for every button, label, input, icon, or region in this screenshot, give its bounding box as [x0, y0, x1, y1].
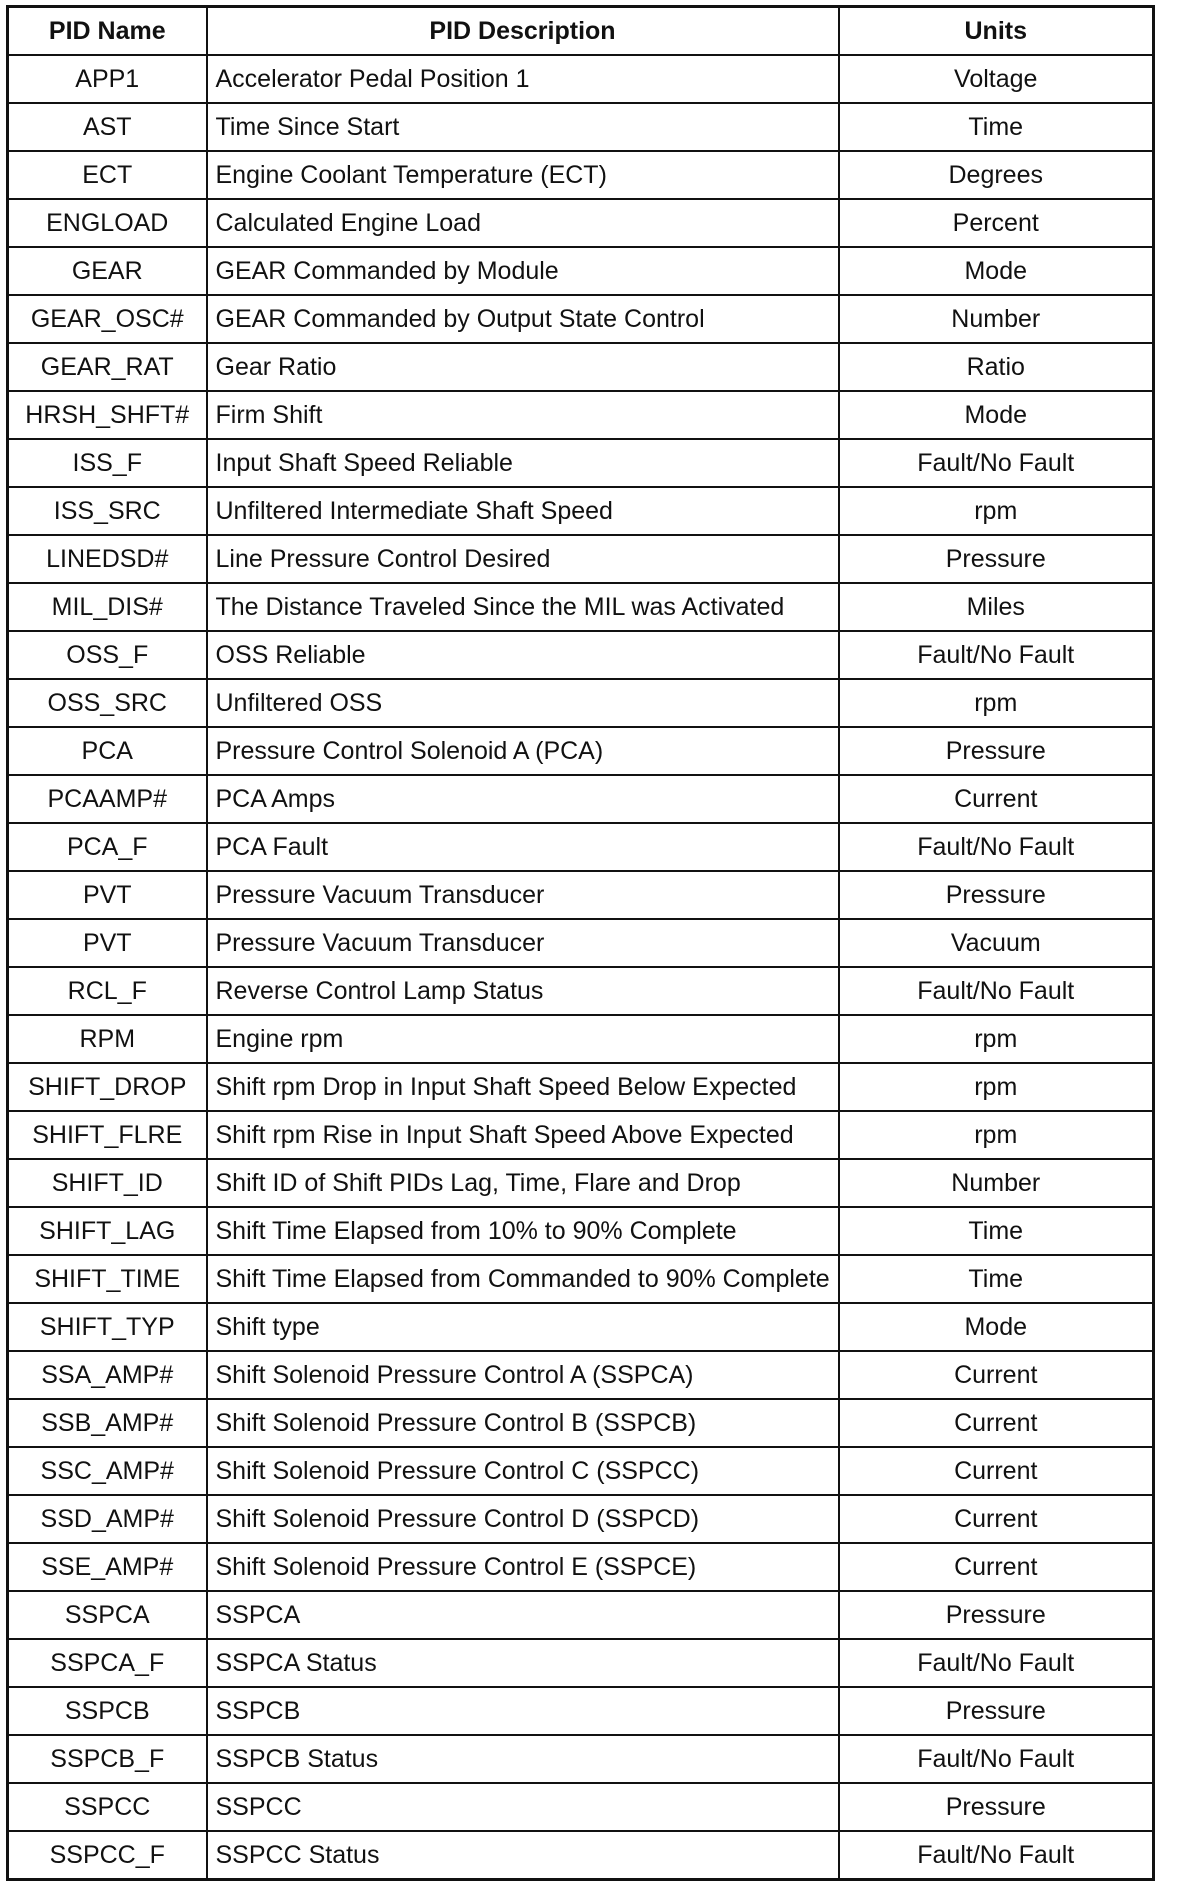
pid-description-cell: SSPCA: [207, 1591, 839, 1639]
pid-description-cell: Gear Ratio: [207, 343, 839, 391]
pid-description-cell: PCA Fault: [207, 823, 839, 871]
table-row: [8, 1495, 1154, 1543]
pid-name-cell: SHIFT_TYP: [8, 1303, 207, 1351]
pid-description-cell: Shift rpm Rise in Input Shaft Speed Above Expected: [207, 1111, 839, 1159]
pid-units-cell: Mode: [839, 1303, 1154, 1351]
table-row: [8, 295, 1154, 343]
pid-name-cell: SHIFT_TIME: [8, 1255, 207, 1303]
pid-units-cell: rpm: [839, 487, 1154, 535]
pid-name-cell: OSS_F: [8, 631, 207, 679]
pid-description-cell: Input Shaft Speed Reliable: [207, 439, 839, 487]
pid-description-cell: Shift Solenoid Pressure Control E (SSPCE): [207, 1543, 839, 1591]
table-row: [8, 199, 1154, 247]
table-row: [8, 727, 1154, 775]
pid-description-cell: SSPCB Status: [207, 1735, 839, 1783]
pid-units-cell: Pressure: [839, 535, 1154, 583]
pid-units-cell: Voltage: [839, 55, 1154, 103]
table-row: [8, 823, 1154, 871]
table-row: [8, 439, 1154, 487]
pid-units-cell: Current: [839, 1447, 1154, 1495]
table-row: [8, 1303, 1154, 1351]
pid-description-cell: Pressure Vacuum Transducer: [207, 919, 839, 967]
table-row: [8, 775, 1154, 823]
pid-units-cell: Fault/No Fault: [839, 1831, 1154, 1880]
pid-name-cell: SSPCB_F: [8, 1735, 207, 1783]
pid-name-cell: LINEDSD#: [8, 535, 207, 583]
pid-name-cell: AST: [8, 103, 207, 151]
table-row: [8, 151, 1154, 199]
pid-name-cell: SSA_AMP#: [8, 1351, 207, 1399]
pid-name-cell: ENGLOAD: [8, 199, 207, 247]
pid-units-cell: Degrees: [839, 151, 1154, 199]
pid-description-cell: GEAR Commanded by Module: [207, 247, 839, 295]
pid-name-cell: PVT: [8, 919, 207, 967]
table-row: [8, 1639, 1154, 1687]
pid-description-cell: Line Pressure Control Desired: [207, 535, 839, 583]
pid-description-cell: Shift rpm Drop in Input Shaft Speed Below Expected: [207, 1063, 839, 1111]
table-row: [8, 343, 1154, 391]
pid-name-cell: GEAR: [8, 247, 207, 295]
pid-name-cell: GEAR_RAT: [8, 343, 207, 391]
table-row: [8, 103, 1154, 151]
table-row: [8, 1207, 1154, 1255]
pid-units-cell: Percent: [839, 199, 1154, 247]
pid-description-cell: Shift Solenoid Pressure Control A (SSPCA): [207, 1351, 839, 1399]
pid-description-cell: PCA Amps: [207, 775, 839, 823]
pid-name-cell: ISS_SRC: [8, 487, 207, 535]
table-row: [8, 391, 1154, 439]
pid-units-cell: Vacuum: [839, 919, 1154, 967]
pid-table: [6, 5, 1155, 1881]
pid-units-cell: Pressure: [839, 1591, 1154, 1639]
pid-name-cell: SHIFT_ID: [8, 1159, 207, 1207]
table-row: [8, 247, 1154, 295]
table-row: [8, 919, 1154, 967]
table-row: [8, 1015, 1154, 1063]
pid-units-cell: rpm: [839, 1111, 1154, 1159]
pid-name-cell: SHIFT_FLRE: [8, 1111, 207, 1159]
pid-name-cell: SHIFT_DROP: [8, 1063, 207, 1111]
pid-units-cell: Fault/No Fault: [839, 1639, 1154, 1687]
pid-description-cell: SSPCB: [207, 1687, 839, 1735]
pid-units-cell: Number: [839, 295, 1154, 343]
pid-description-cell: Unfiltered OSS: [207, 679, 839, 727]
pid-units-cell: Fault/No Fault: [839, 631, 1154, 679]
pid-units-cell: Time: [839, 103, 1154, 151]
pid-description-cell: Firm Shift: [207, 391, 839, 439]
table-row: [8, 1735, 1154, 1783]
pid-description-cell: SSPCA Status: [207, 1639, 839, 1687]
header-pid-name: PID Name: [8, 7, 207, 56]
table-row: [8, 487, 1154, 535]
pid-units-cell: Fault/No Fault: [839, 967, 1154, 1015]
pid-units-cell: Fault/No Fault: [839, 439, 1154, 487]
pid-units-cell: Mode: [839, 247, 1154, 295]
pid-name-cell: PCAAMP#: [8, 775, 207, 823]
table-row: [8, 871, 1154, 919]
table-row: [8, 535, 1154, 583]
pid-units-cell: Miles: [839, 583, 1154, 631]
pid-units-cell: rpm: [839, 1063, 1154, 1111]
pid-name-cell: SSC_AMP#: [8, 1447, 207, 1495]
pid-units-cell: Current: [839, 775, 1154, 823]
pid-name-cell: HRSH_SHFT#: [8, 391, 207, 439]
pid-units-cell: Current: [839, 1495, 1154, 1543]
pid-units-cell: Fault/No Fault: [839, 1735, 1154, 1783]
table-row: [8, 583, 1154, 631]
table-row: [8, 1255, 1154, 1303]
pid-description-cell: Calculated Engine Load: [207, 199, 839, 247]
pid-units-cell: Pressure: [839, 1687, 1154, 1735]
pid-units-cell: Time: [839, 1207, 1154, 1255]
pid-description-cell: Shift Solenoid Pressure Control D (SSPCD): [207, 1495, 839, 1543]
pid-description-cell: GEAR Commanded by Output State Control: [207, 295, 839, 343]
pid-units-cell: Fault/No Fault: [839, 823, 1154, 871]
pid-description-cell: Time Since Start: [207, 103, 839, 151]
pid-description-cell: Shift Solenoid Pressure Control C (SSPCC): [207, 1447, 839, 1495]
pid-name-cell: SSPCB: [8, 1687, 207, 1735]
pid-name-cell: SSPCC: [8, 1783, 207, 1831]
pid-units-cell: rpm: [839, 1015, 1154, 1063]
pid-name-cell: ECT: [8, 151, 207, 199]
pid-units-cell: Pressure: [839, 871, 1154, 919]
table-row: [8, 967, 1154, 1015]
pid-name-cell: SSB_AMP#: [8, 1399, 207, 1447]
table-row: [8, 1063, 1154, 1111]
table-row: [8, 1543, 1154, 1591]
pid-name-cell: SSPCC_F: [8, 1831, 207, 1880]
pid-description-cell: Shift Time Elapsed from Commanded to 90% Complete: [207, 1255, 839, 1303]
pid-name-cell: SSPCA: [8, 1591, 207, 1639]
pid-name-cell: PCA: [8, 727, 207, 775]
pid-description-cell: Unfiltered Intermediate Shaft Speed: [207, 487, 839, 535]
pid-units-cell: Current: [839, 1399, 1154, 1447]
pid-description-cell: Shift ID of Shift PIDs Lag, Time, Flare and Drop: [207, 1159, 839, 1207]
pid-units-cell: Number: [839, 1159, 1154, 1207]
pid-name-cell: RPM: [8, 1015, 207, 1063]
table-row: [8, 1111, 1154, 1159]
pid-description-cell: Reverse Control Lamp Status: [207, 967, 839, 1015]
pid-description-cell: Shift Solenoid Pressure Control B (SSPCB): [207, 1399, 839, 1447]
pid-name-cell: PCA_F: [8, 823, 207, 871]
pid-units-cell: Ratio: [839, 343, 1154, 391]
pid-name-cell: MIL_DIS#: [8, 583, 207, 631]
pid-description-cell: The Distance Traveled Since the MIL was Activated: [207, 583, 839, 631]
pid-description-cell: Shift Time Elapsed from 10% to 90% Complete: [207, 1207, 839, 1255]
pid-units-cell: Current: [839, 1543, 1154, 1591]
pid-units-cell: Time: [839, 1255, 1154, 1303]
table-row: [8, 1399, 1154, 1447]
pid-units-cell: rpm: [839, 679, 1154, 727]
table-row: [8, 55, 1154, 103]
table-body: [8, 55, 1154, 1880]
pid-description-cell: Shift type: [207, 1303, 839, 1351]
pid-name-cell: ISS_F: [8, 439, 207, 487]
table-row: [8, 1351, 1154, 1399]
table-row: [8, 679, 1154, 727]
table-row: [8, 1591, 1154, 1639]
pid-name-cell: RCL_F: [8, 967, 207, 1015]
table-row: [8, 1783, 1154, 1831]
pid-name-cell: APP1: [8, 55, 207, 103]
pid-description-cell: Pressure Vacuum Transducer: [207, 871, 839, 919]
table-row: [8, 631, 1154, 679]
pid-units-cell: Current: [839, 1351, 1154, 1399]
pid-units-cell: Mode: [839, 391, 1154, 439]
pid-units-cell: Pressure: [839, 727, 1154, 775]
table-row: [8, 1831, 1154, 1880]
pid-units-cell: Pressure: [839, 1783, 1154, 1831]
pid-name-cell: SSE_AMP#: [8, 1543, 207, 1591]
header-pid-description: PID Description: [207, 7, 839, 56]
pid-name-cell: SSD_AMP#: [8, 1495, 207, 1543]
pid-description-cell: Engine Coolant Temperature (ECT): [207, 151, 839, 199]
header-row: [8, 7, 1154, 56]
pid-name-cell: PVT: [8, 871, 207, 919]
table-row: [8, 1687, 1154, 1735]
pid-name-cell: SHIFT_LAG: [8, 1207, 207, 1255]
pid-description-cell: OSS Reliable: [207, 631, 839, 679]
pid-description-cell: Pressure Control Solenoid A (PCA): [207, 727, 839, 775]
table-row: [8, 1447, 1154, 1495]
pid-description-cell: Engine rpm: [207, 1015, 839, 1063]
pid-name-cell: GEAR_OSC#: [8, 295, 207, 343]
pid-description-cell: SSPCC Status: [207, 1831, 839, 1880]
pid-name-cell: OSS_SRC: [8, 679, 207, 727]
header-units: Units: [839, 7, 1154, 56]
pid-name-cell: SSPCA_F: [8, 1639, 207, 1687]
table-row: [8, 1159, 1154, 1207]
pid-description-cell: Accelerator Pedal Position 1: [207, 55, 839, 103]
table-header: [8, 7, 1154, 56]
pid-description-cell: SSPCC: [207, 1783, 839, 1831]
